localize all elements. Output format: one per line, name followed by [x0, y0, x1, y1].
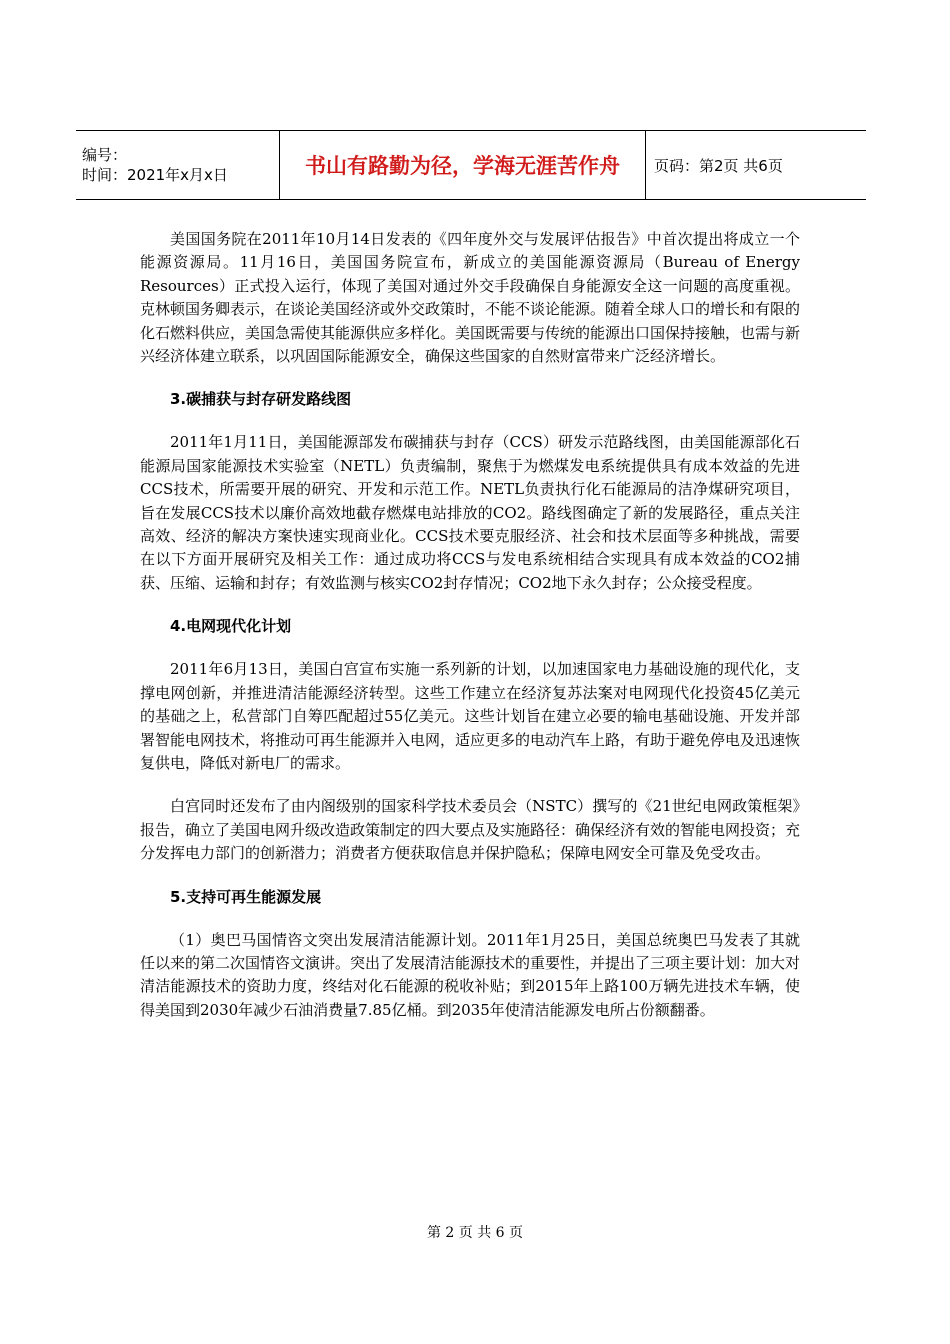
number-label: 编号：: [82, 146, 128, 164]
document-body: [140, 228, 800, 1042]
header-info: [76, 131, 280, 199]
page-label: 页码：第2页 共6页: [654, 156, 783, 175]
page-info-cell: [646, 131, 866, 199]
paragraph-energy-bureau: 美国国务院在2011年10月14日发表的《四年度外交与发展评估报告》中首次提出将成立一个能源资源局。11月16日，美国国务院宣布，新成立的美国能源资源局（Bureau of Energy Resources）正式投入运行，体现了美国对通过外交手段确保自身能源安全这一问题的高度重视。克林顿国务卿表示，在谈论美国经济或外交政策时，不能不谈论能源。随着全球人口的增长和有限的化石燃料供应，美国急需使其能源供应多样化。美国既需要与传统的能源出口国保持接触，也需与新兴经济体建立联系，以巩固国际能源安全，确保这些国家的自然财富带来广泛经济增长。: [140, 230, 801, 366]
motto-cell: [280, 131, 646, 199]
document-header: [76, 130, 866, 200]
motto: 书山有路勤为径，学海无涯苦作舟: [305, 154, 620, 178]
section-heading-grid: 4.电网现代化计划: [170, 617, 292, 636]
section-heading-ccs: 3.碳捕获与封存研发路线图: [170, 390, 352, 409]
paragraph-ccs: 2011年1月11日，美国能源部发布碳捕获与封存（CCS）研发示范路线图，由美国能源部化石能源局国家能源技术实验室（NETL）负责编制，聚焦于为燃煤发电系统提供具有成本效益的先进CCS技术，所需要开展的研究、开发和示范工作。NETL负责执行化石能源局的洁净煤研究项目，旨在发展CCS技术以廉价高效地截存燃煤电站排放的CO2。路线图确定了新的发展路径，重点关注高效、经济的解决方案快速实现商业化。CCS技术要克服经济、社会和技术层面等多种挑战，需要在以下方面开展研究及相关工作：通过成功将CCS与发电系统相结合实现具有成本效益的CO2捕获、压缩、运输和封存；有效监测与核实CO2封存情况；CO2地下永久封存；公众接受程度。: [140, 433, 800, 592]
time-label: 时间：2021年x月x日: [82, 166, 228, 184]
paragraph-grid-plan: 2011年6月13日，美国白宫宣布实施一系列新的计划，以加速国家电力基础设施的现代化，支撑电网创新，并推进清洁能源经济转型。这些工作建立在经济复苏法案对电网现代化投资45亿美元的基础之上，私营部门自筹匹配超过55亿美元。这些计划旨在建立必要的输电基础设施、开发并部署智能电网技术，将推动可再生能源并入电网，适应更多的电动汽车上路，有助于避免停电及迅速恢复供电，降低对新电厂的需求。: [140, 660, 801, 772]
paragraph-grid-policy: 白宫同时还发布了由内阁级别的国家科学技术委员会（NSTC）撰写的《21世纪电网政策框架》报告，确立了美国电网升级改造政策制定的四大要点及实施路径：确保经济有效的智能电网投资；充分发挥电力部门的创新潜力；消费者方便获取信息并保护隐私；保障电网安全可靠及免受攻击。: [140, 797, 801, 863]
paragraph-state-of-union: （1）奥巴马国情咨文突出发展清洁能源计划。2011年1月25日，美国总统奥巴马发表了其就任以来的第二次国情咨文演讲。突出了发展清洁能源技术的重要性，并提出了三项主要计划：加大对清洁能源技术的资助力度，终结对化石能源的税收补贴；到2015年上路100万辆先进技术车辆，使得美国到2030年减少石油消费量7.85亿桶。到2035年使清洁能源发电所占份额翻番。: [140, 930, 801, 1019]
section-heading-renewable: 5.支持可再生能源发展: [170, 887, 322, 906]
page-footer: 第 2 页 共 6 页: [426, 1225, 524, 1241]
